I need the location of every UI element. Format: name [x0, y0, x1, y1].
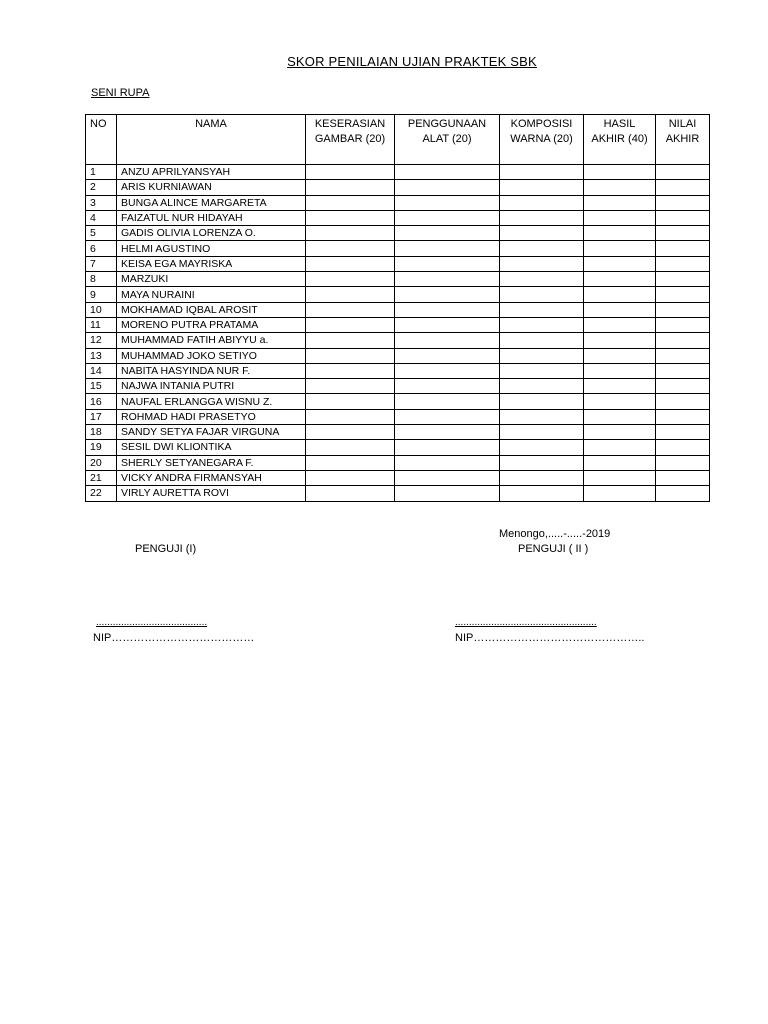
table-row — [86, 409, 710, 424]
date-line: Menongo,.....-.....-2019 — [499, 528, 611, 540]
cell-nama: ARIS KURNIAWAN — [117, 180, 306, 195]
table-row — [86, 287, 710, 302]
cell-no: 12 — [86, 333, 117, 348]
cell-nama: MAYA NURAINI — [117, 287, 306, 302]
cell-no: 9 — [86, 287, 117, 302]
cell-keserasian[interactable] — [306, 486, 395, 501]
cell-no: 20 — [86, 455, 117, 470]
cell-nama: SHERLY SETYANEGARA F. — [117, 455, 306, 470]
cell-hasil[interactable] — [584, 241, 656, 256]
cell-nilai[interactable] — [656, 256, 710, 271]
cell-penggunaan[interactable] — [395, 425, 500, 440]
cell-keserasian[interactable] — [306, 333, 395, 348]
cell-nilai[interactable] — [656, 210, 710, 225]
cell-nama: MORENO PUTRA PRATAMA — [117, 317, 306, 332]
cell-keserasian[interactable] — [306, 272, 395, 287]
cell-keserasian[interactable] — [306, 180, 395, 195]
cell-nama: SANDY SETYA FAJAR VIRGUNA — [117, 425, 306, 440]
cell-keserasian[interactable] — [306, 440, 395, 455]
cell-nilai[interactable] — [656, 165, 710, 180]
cell-no: 10 — [86, 302, 117, 317]
header-nilai: NILAI AKHIR — [656, 115, 710, 165]
cell-hasil[interactable] — [584, 165, 656, 180]
header-keserasian: KESERASIAN GAMBAR (20) — [306, 115, 395, 165]
cell-nama: KEISA EGA MAYRISKA — [117, 256, 306, 271]
penguji-1-nip: NIP………………………………… — [93, 632, 255, 644]
table-row — [86, 333, 710, 348]
cell-no: 13 — [86, 348, 117, 363]
cell-penggunaan[interactable] — [395, 333, 500, 348]
cell-no: 17 — [86, 409, 117, 424]
cell-penggunaan[interactable] — [395, 241, 500, 256]
cell-penggunaan[interactable] — [395, 348, 500, 363]
cell-nama: ANZU APRILYANSYAH — [117, 165, 306, 180]
header-komposisi: KOMPOSISI WARNA (20) — [500, 115, 584, 165]
penguji-2-signature-line: ................................................... — [455, 617, 597, 628]
cell-hasil[interactable] — [584, 256, 656, 271]
cell-nama: VICKY ANDRA FIRMANSYAH — [117, 470, 306, 485]
table-row — [86, 180, 710, 195]
cell-hasil[interactable] — [584, 394, 656, 409]
cell-hasil[interactable] — [584, 409, 656, 424]
cell-nama: MUHAMMAD FATIH ABIYYU a. — [117, 333, 306, 348]
cell-hasil[interactable] — [584, 486, 656, 501]
table-row — [86, 425, 710, 440]
cell-keserasian[interactable] — [306, 409, 395, 424]
table-row — [86, 486, 710, 501]
cell-nama: VIRLY AURETTA ROVI — [117, 486, 306, 501]
table-row — [86, 256, 710, 271]
cell-nilai[interactable] — [656, 180, 710, 195]
cell-keserasian[interactable] — [306, 302, 395, 317]
cell-hasil[interactable] — [584, 287, 656, 302]
cell-no: 8 — [86, 272, 117, 287]
cell-nama: NAUFAL ERLANGGA WISNU Z. — [117, 394, 306, 409]
table-row — [86, 470, 710, 485]
cell-hasil[interactable] — [584, 226, 656, 241]
table-row — [86, 165, 710, 180]
cell-nilai[interactable] — [656, 272, 710, 287]
cell-penggunaan[interactable] — [395, 195, 500, 210]
score-table — [85, 114, 710, 502]
cell-penggunaan[interactable] — [395, 379, 500, 394]
table-row — [86, 302, 710, 317]
cell-nama: ROHMAD HADI PRASETYO — [117, 409, 306, 424]
page-title: SKOR PENILAIAN UJIAN PRAKTEK SBK — [287, 54, 537, 69]
cell-komposisi[interactable] — [500, 409, 584, 424]
cell-komposisi[interactable] — [500, 379, 584, 394]
cell-penggunaan[interactable] — [395, 165, 500, 180]
cell-keserasian[interactable] — [306, 256, 395, 271]
cell-komposisi[interactable] — [500, 302, 584, 317]
cell-keserasian[interactable] — [306, 394, 395, 409]
cell-komposisi[interactable] — [500, 272, 584, 287]
cell-nama: GADIS OLIVIA LORENZA O. — [117, 226, 306, 241]
penguji-1-label: PENGUJI (I) — [135, 543, 197, 555]
cell-komposisi[interactable] — [500, 210, 584, 225]
cell-hasil[interactable] — [584, 379, 656, 394]
cell-nilai[interactable] — [656, 363, 710, 378]
cell-nilai[interactable] — [656, 287, 710, 302]
cell-keserasian[interactable] — [306, 165, 395, 180]
cell-nilai[interactable] — [656, 241, 710, 256]
table-row — [86, 363, 710, 378]
table-row — [86, 348, 710, 363]
cell-komposisi[interactable] — [500, 226, 584, 241]
cell-komposisi[interactable] — [500, 165, 584, 180]
table-row — [86, 455, 710, 470]
cell-nama: FAIZATUL NUR HIDAYAH — [117, 210, 306, 225]
cell-keserasian[interactable] — [306, 455, 395, 470]
cell-keserasian[interactable] — [306, 317, 395, 332]
cell-komposisi[interactable] — [500, 425, 584, 440]
cell-no: 6 — [86, 241, 117, 256]
penguji-2-label: PENGUJI ( II ) — [518, 543, 589, 555]
header-no: NO — [86, 115, 117, 165]
cell-hasil[interactable] — [584, 302, 656, 317]
penguji-2-nip: NIP……………………………………….. — [455, 632, 645, 644]
cell-penggunaan[interactable] — [395, 226, 500, 241]
cell-nama: BUNGA ALINCE MARGARETA — [117, 195, 306, 210]
cell-hasil[interactable] — [584, 333, 656, 348]
cell-nilai[interactable] — [656, 470, 710, 485]
cell-hasil[interactable] — [584, 363, 656, 378]
cell-no: 14 — [86, 363, 117, 378]
cell-nilai[interactable] — [656, 379, 710, 394]
cell-nilai[interactable] — [656, 440, 710, 455]
header-nama: NAMA — [117, 115, 306, 165]
cell-nama: MOKHAMAD IQBAL AROSIT — [117, 302, 306, 317]
cell-nilai[interactable] — [656, 302, 710, 317]
cell-nilai[interactable] — [656, 409, 710, 424]
cell-penggunaan[interactable] — [395, 363, 500, 378]
cell-nama: NAJWA INTANIA PUTRI — [117, 379, 306, 394]
cell-no: 3 — [86, 195, 117, 210]
cell-no: 2 — [86, 180, 117, 195]
cell-keserasian[interactable] — [306, 348, 395, 363]
cell-penggunaan[interactable] — [395, 272, 500, 287]
cell-no: 5 — [86, 226, 117, 241]
table-row — [86, 226, 710, 241]
cell-no: 22 — [86, 486, 117, 501]
cell-komposisi[interactable] — [500, 348, 584, 363]
cell-penggunaan[interactable] — [395, 440, 500, 455]
cell-nilai[interactable] — [656, 394, 710, 409]
cell-hasil[interactable] — [584, 272, 656, 287]
table-row — [86, 241, 710, 256]
cell-hasil[interactable] — [584, 470, 656, 485]
cell-komposisi[interactable] — [500, 394, 584, 409]
subject-label: SENI RUPA — [91, 87, 150, 99]
cell-keserasian[interactable] — [306, 363, 395, 378]
cell-nilai[interactable] — [656, 226, 710, 241]
table-header — [86, 115, 710, 165]
cell-komposisi[interactable] — [500, 486, 584, 501]
cell-no: 19 — [86, 440, 117, 455]
table-row — [86, 195, 710, 210]
cell-komposisi[interactable] — [500, 256, 584, 271]
header-hasil: HASIL AKHIR (40) — [584, 115, 656, 165]
cell-penggunaan[interactable] — [395, 409, 500, 424]
cell-nilai[interactable] — [656, 348, 710, 363]
cell-komposisi[interactable] — [500, 241, 584, 256]
table-row — [86, 394, 710, 409]
cell-keserasian[interactable] — [306, 241, 395, 256]
cell-hasil[interactable] — [584, 195, 656, 210]
cell-hasil[interactable] — [584, 455, 656, 470]
cell-nama: MARZUKI — [117, 272, 306, 287]
header-penggunaan: PENGGUNAAN ALAT (20) — [395, 115, 500, 165]
cell-nama: SESIL DWI KLIONTIKA — [117, 440, 306, 455]
cell-penggunaan[interactable] — [395, 455, 500, 470]
cell-hasil[interactable] — [584, 317, 656, 332]
cell-komposisi[interactable] — [500, 287, 584, 302]
cell-penggunaan[interactable] — [395, 470, 500, 485]
cell-komposisi[interactable] — [500, 363, 584, 378]
table-row — [86, 272, 710, 287]
cell-no: 18 — [86, 425, 117, 440]
cell-hasil[interactable] — [584, 348, 656, 363]
cell-komposisi[interactable] — [500, 470, 584, 485]
cell-penggunaan[interactable] — [395, 287, 500, 302]
cell-hasil[interactable] — [584, 210, 656, 225]
cell-no: 7 — [86, 256, 117, 271]
table-row — [86, 210, 710, 225]
cell-hasil[interactable] — [584, 425, 656, 440]
cell-keserasian[interactable] — [306, 425, 395, 440]
cell-nilai[interactable] — [656, 317, 710, 332]
cell-nilai[interactable] — [656, 486, 710, 501]
cell-komposisi[interactable] — [500, 195, 584, 210]
cell-komposisi[interactable] — [500, 440, 584, 455]
cell-keserasian[interactable] — [306, 470, 395, 485]
cell-penggunaan[interactable] — [395, 486, 500, 501]
cell-komposisi[interactable] — [500, 180, 584, 195]
cell-no: 15 — [86, 379, 117, 394]
cell-nilai[interactable] — [656, 425, 710, 440]
cell-no: 1 — [86, 165, 117, 180]
cell-penggunaan[interactable] — [395, 317, 500, 332]
cell-nilai[interactable] — [656, 455, 710, 470]
cell-keserasian[interactable] — [306, 287, 395, 302]
cell-penggunaan[interactable] — [395, 180, 500, 195]
cell-nilai[interactable] — [656, 333, 710, 348]
cell-nama: NABITA HASYINDA NUR F. — [117, 363, 306, 378]
cell-nama: MUHAMMAD JOKO SETIYO — [117, 348, 306, 363]
cell-no: 11 — [86, 317, 117, 332]
cell-no: 4 — [86, 210, 117, 225]
cell-no: 16 — [86, 394, 117, 409]
table-row — [86, 317, 710, 332]
cell-hasil[interactable] — [584, 440, 656, 455]
cell-nilai[interactable] — [656, 195, 710, 210]
cell-keserasian[interactable] — [306, 379, 395, 394]
cell-keserasian[interactable] — [306, 195, 395, 210]
table-body — [86, 165, 710, 502]
cell-penggunaan[interactable] — [395, 210, 500, 225]
cell-penggunaan[interactable] — [395, 302, 500, 317]
cell-hasil[interactable] — [584, 180, 656, 195]
cell-komposisi[interactable] — [500, 333, 584, 348]
cell-no: 21 — [86, 470, 117, 485]
cell-penggunaan[interactable] — [395, 394, 500, 409]
table-row — [86, 379, 710, 394]
cell-penggunaan[interactable] — [395, 256, 500, 271]
penguji-1-signature-line: ........................................ — [96, 617, 208, 628]
table-row — [86, 440, 710, 455]
cell-keserasian[interactable] — [306, 210, 395, 225]
cell-keserasian[interactable] — [306, 226, 395, 241]
cell-komposisi[interactable] — [500, 317, 584, 332]
cell-komposisi[interactable] — [500, 455, 584, 470]
cell-nama: HELMI AGUSTINO — [117, 241, 306, 256]
header-row — [86, 115, 710, 165]
